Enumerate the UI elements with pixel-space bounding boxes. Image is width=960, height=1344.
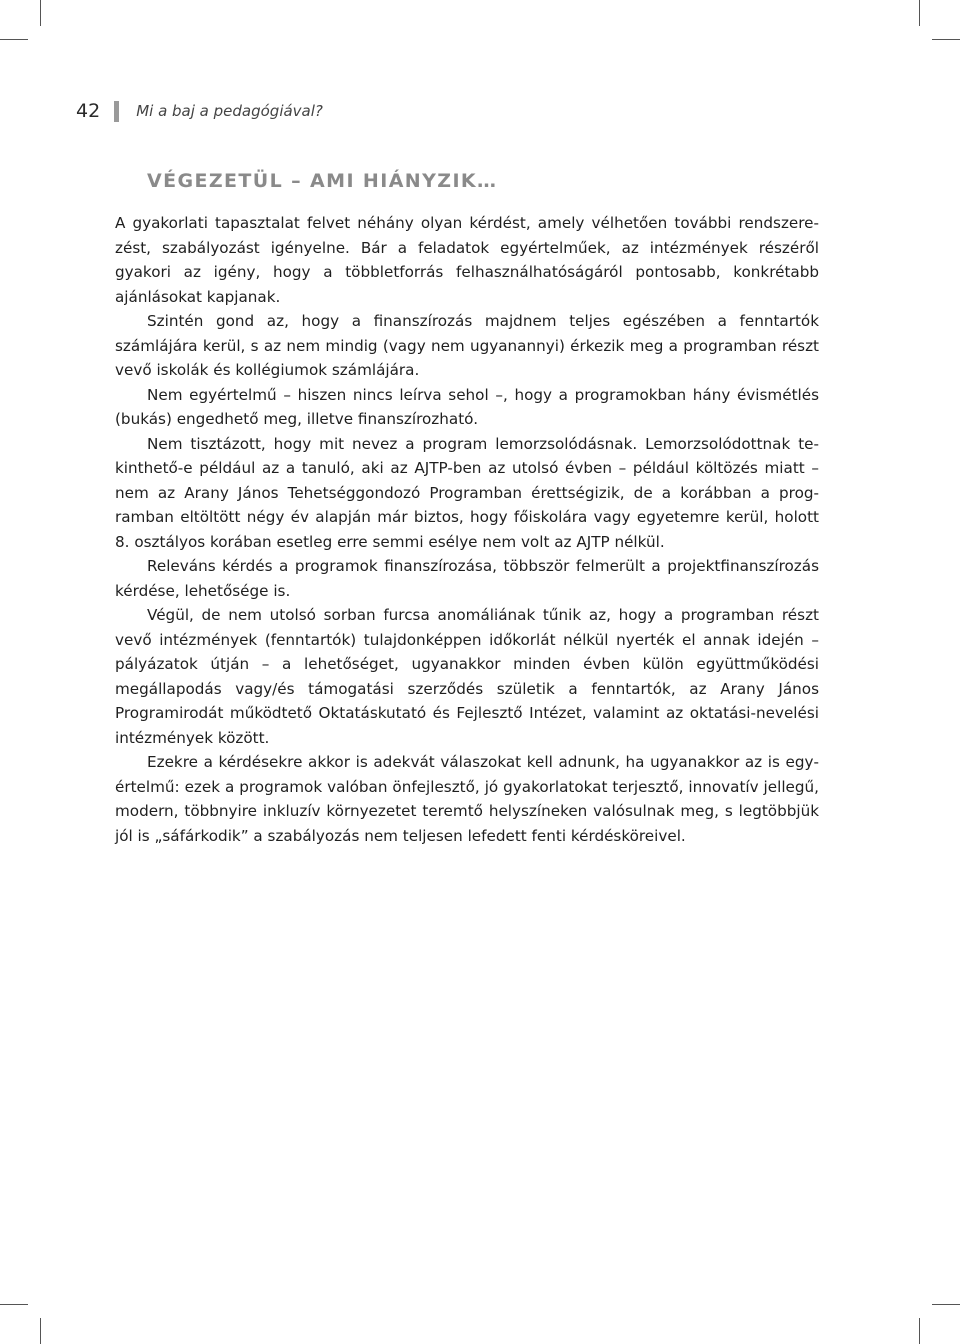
section-title: VÉGEZETÜL – AMI HIÁNYZIK…: [147, 170, 498, 192]
crop-mark-bottom-left: [40, 1318, 41, 1344]
page-header: [76, 98, 323, 124]
paragraph: Végül, de nem utolsó sorban furcsa anomáliának tűnik az, hogy a programban részt vevő intézmények (fenntartók) tulajdonképpen időkorlát nélkül nyerték el annak idején – pályázatok útján – a lehetőséget, ugyanakkor minden évben külön együttműködési megállapodás vagy/és támogatási szerződés születik a fenntartók, az Arany János Programirodát működtető Oktatáskutató és Fejlesztő Intézet, valamint az oktatási-nevelési intézmények között.: [115, 606, 819, 747]
header-divider-bar: [114, 101, 119, 122]
paragraph: Nem egyértelmű – hiszen nincs leírva sehol –, hogy a programokban hány évismétlés (bukás) engedhető meg, illetve finanszírozható.: [115, 385, 819, 428]
crop-mark-bottom-right: [919, 1318, 920, 1344]
crop-mark-bottom-right-h: [932, 1304, 960, 1305]
crop-mark-top-right: [919, 0, 920, 26]
crop-mark-top-right-h: [932, 39, 960, 40]
paragraph: Releváns kérdés a programok finanszírozása, többször felmerült a projektfinanszírozás kérdése, lehetősége is.: [115, 557, 819, 600]
crop-mark-bottom-left-h: [0, 1304, 28, 1305]
crop-mark-top-left-h: [0, 39, 28, 40]
paragraph: A gyakorlati tapasztalat felvet néhány olyan kérdést, amely vélhetően további rendszerezést, szabályozást igényelne. Bár a feladatok egyértelműek, az intézmények részéről gyakori az igény, hogy a többletforrás felhasználhatóságáról pontosabb, konkrétabb ajánlásokat kapjanak.: [115, 214, 819, 306]
body-text: [115, 211, 819, 848]
crop-mark-top-left: [40, 0, 41, 26]
running-title: Mi a baj a pedagógiával?: [136, 102, 323, 120]
paragraph: Nem tisztázott, hogy mit nevez a program lemorzsolódásnak. Lemorzsolódottnak tekinthető-e például az a tanuló, aki az AJTP-ben az utolsó évben – például költözés miatt – nem az Arany János Tehetséggondozó Programban érettségizik, de a korábban a programban eltöltött négy év alapján már biztos, hogy főiskolára vagy egyetemre kerül, holott 8. osztályos korában esetleg erre semmi esélye nem volt az AJTP nélkül.: [115, 434, 819, 551]
page-number: 42: [76, 100, 101, 122]
paragraph: Szintén gond az, hogy a finanszírozás majdnem teljes egészében a fenntartók számlájára kerül, s az nem mindig (vagy nem ugyanannyi) érkezik meg a programban részt vevő iskolák és kollégiumok számlájára.: [115, 312, 819, 379]
paragraph: Ezekre a kérdésekre akkor is adekvát válaszokat kell adnunk, ha ugyanakkor az is egyértelmű: ezek a programok valóban önfejlesztő, jó gyakorlatokat terjesztő, innovatív jellegű, modern, többnyire inkluzív környezetet teremtő helyszíneken valósulnak meg, s legtöbbjük jól is „sáfárkodik” a szabályozás nem teljesen lefedett fenti kérdésköreivel.: [115, 753, 819, 845]
